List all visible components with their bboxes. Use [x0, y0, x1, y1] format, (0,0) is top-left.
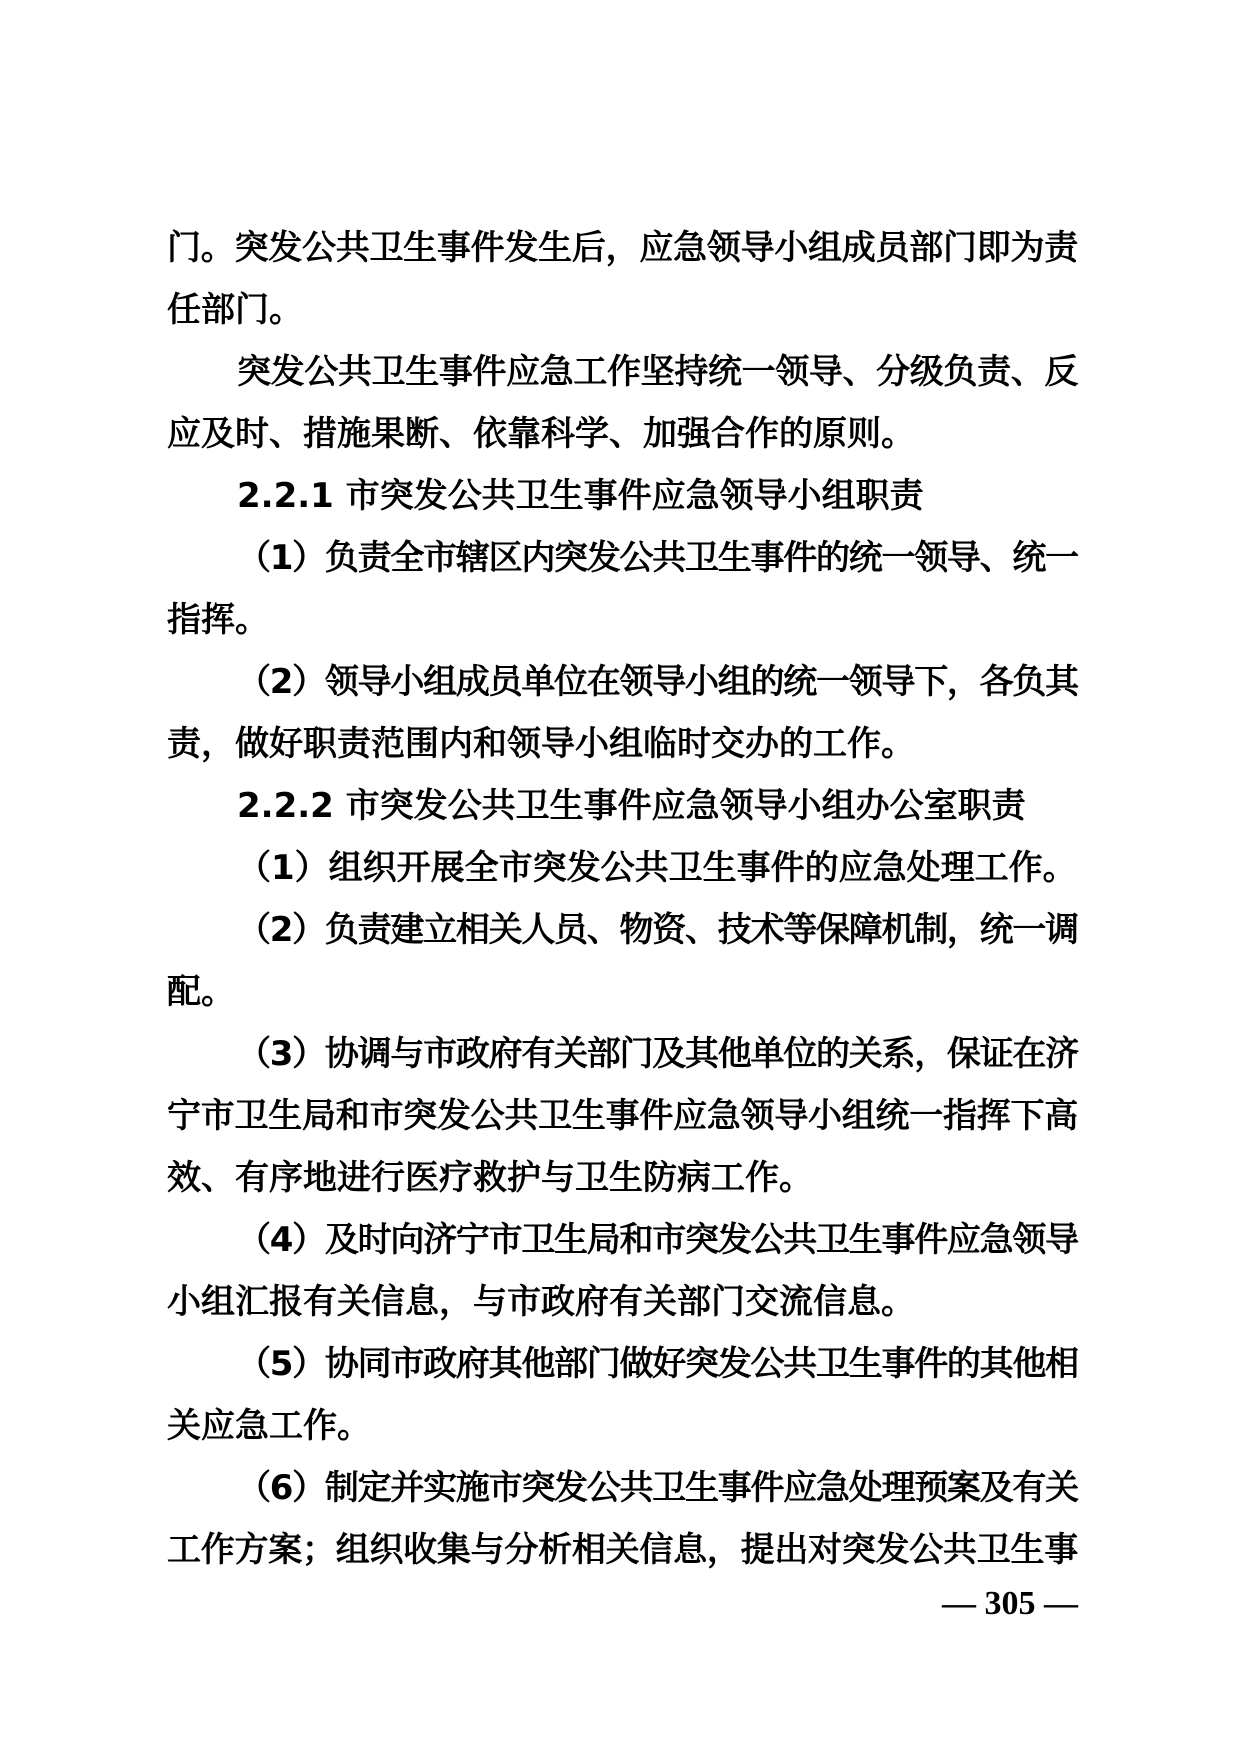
text-line-content: 门。突发公共卫生事件发生后，应急领导小组成员部门即为责: [167, 228, 1078, 268]
section-heading-2-2-1: [167, 465, 1078, 527]
text-line: [167, 341, 1078, 403]
text-line-content: 责，做好职责范围内和领导小组临时交办的工作。: [167, 724, 915, 764]
text-line-content: （2）负责建立相关人员、物资、技术等保障机制，统一调: [237, 910, 1078, 950]
text-line: [167, 1085, 1078, 1147]
text-line-content: （2）领导小组成员单位在领导小组的统一领导下，各负其: [237, 662, 1078, 702]
text-line-content: （6）制定并实施市突发公共卫生事件应急处理预案及有关: [237, 1468, 1078, 1508]
text-line: [167, 1395, 1078, 1457]
text-line-content: （1）组织开展全市突发公共卫生事件的应急处理工作。: [237, 848, 1077, 888]
text-line: [167, 899, 1078, 961]
text-line-content: （4）及时向济宁市卫生局和市突发公共卫生事件应急领导: [237, 1220, 1078, 1260]
section-heading-text: 2.2.1 市突发公共卫生事件应急领导小组职责: [237, 476, 924, 516]
text-line: [167, 589, 1078, 651]
text-line: [167, 217, 1078, 279]
page-number: — 305 —: [942, 1585, 1078, 1622]
text-line: [167, 837, 1078, 899]
text-line-content: 工作方案；组织收集与分析相关信息，提出对突发公共卫生事: [167, 1530, 1078, 1570]
text-line: [167, 1457, 1078, 1519]
section-heading-2-2-2: [167, 775, 1078, 837]
text-line-content: 宁市卫生局和市突发公共卫生事件应急领导小组统一指挥下高: [167, 1096, 1078, 1136]
text-line-content: （3）协调与市政府有关部门及其他单位的关系，保证在济: [237, 1034, 1078, 1074]
document-body: [167, 217, 1078, 1581]
text-line-content: 关应急工作。: [167, 1406, 371, 1446]
text-line-content: 小组汇报有关信息，与市政府有关部门交流信息。: [167, 1282, 915, 1322]
text-line-content: 效、有序地进行医疗救护与卫生防病工作。: [167, 1158, 813, 1198]
text-line-content: 指挥。: [167, 600, 269, 640]
text-line-content: 突发公共卫生事件应急工作坚持统一领导、分级负责、反: [237, 352, 1078, 392]
section-heading-text: 2.2.2 市突发公共卫生事件应急领导小组办公室职责: [237, 786, 1026, 826]
text-line: [167, 961, 1078, 1023]
text-line-content: 任部门。: [167, 290, 303, 330]
text-line: [167, 527, 1078, 589]
text-line-content: 应及时、措施果断、依靠科学、加强合作的原则。: [167, 414, 915, 454]
text-line-content: （5）协同市政府其他部门做好突发公共卫生事件的其他相: [237, 1344, 1078, 1384]
text-line: [167, 1519, 1078, 1581]
text-line: [167, 1333, 1078, 1395]
text-line: [167, 1147, 1078, 1209]
text-line-content: （1）负责全市辖区内突发公共卫生事件的统一领导、统一: [237, 538, 1078, 578]
text-line: [167, 1271, 1078, 1333]
text-line: [167, 279, 1078, 341]
text-line: [167, 1023, 1078, 1085]
text-line-content: 配。: [167, 972, 235, 1012]
text-line: [167, 713, 1078, 775]
text-line: [167, 1209, 1078, 1271]
text-line: [167, 403, 1078, 465]
text-line: [167, 651, 1078, 713]
